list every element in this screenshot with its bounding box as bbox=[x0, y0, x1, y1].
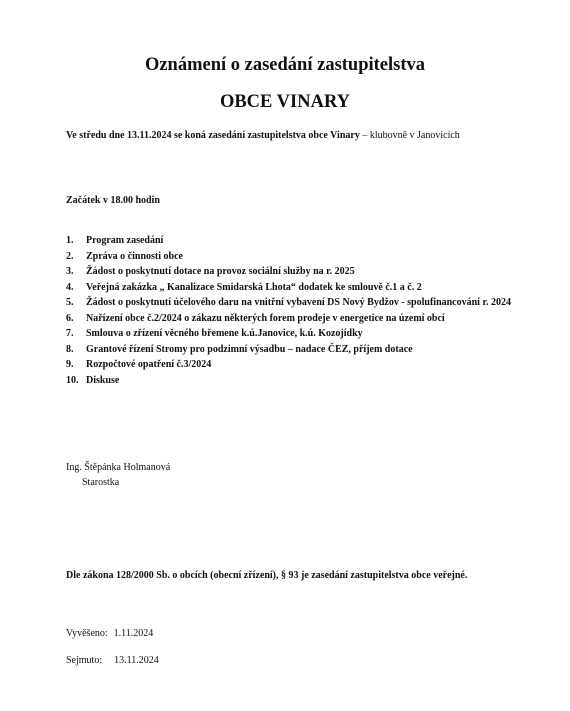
meeting-announcement bbox=[66, 128, 506, 143]
meeting-date-location: Ve středu dne 13.11.2024 se koná zasedání zastupitelstva obce Vinary bbox=[66, 130, 360, 141]
agenda-item-text: Diskuse bbox=[86, 374, 120, 386]
agenda-item-number: 4. bbox=[66, 281, 74, 293]
agenda-item bbox=[66, 264, 516, 280]
agenda-item-number: 2. bbox=[66, 250, 74, 262]
municipality-name: OBCE VINARY bbox=[219, 92, 351, 112]
removed-label: Sejmuto: bbox=[66, 655, 103, 666]
agenda-item-number: 10. bbox=[66, 374, 79, 386]
agenda-item bbox=[66, 280, 516, 296]
agenda-item-text: Veřejná zakázka „ Kanalizace Smidarská Lhota“ dodatek ke smlouvě č.1 a č. 2 bbox=[86, 281, 422, 293]
signatory-role: Starostka bbox=[82, 477, 120, 488]
agenda-item bbox=[66, 249, 516, 265]
agenda-item-text: Grantové řízení Stromy pro podzimní výsadbu – nadace ČEZ, příjem dotace bbox=[86, 343, 413, 355]
removed-date: 13.11.2024 bbox=[114, 655, 159, 666]
agenda-item-number: 6. bbox=[66, 312, 74, 324]
posted-label: Vyvěšeno: bbox=[66, 628, 108, 639]
agenda-item bbox=[66, 357, 516, 373]
meeting-venue: – klubovně v Janovicích bbox=[359, 130, 460, 141]
legal-note: Dle zákona 128/2000 Sb. o obcích (obecní zřízení), § 93 je zasedání zastupitelstva obce veřejné. bbox=[66, 570, 468, 581]
document-title: Oznámení o zasedání zastupitelstva bbox=[144, 55, 426, 75]
agenda-item-number: 5. bbox=[66, 297, 74, 308]
agenda-item-text: Zpráva o činnosti obce bbox=[86, 250, 183, 262]
agenda-item bbox=[66, 373, 516, 389]
agenda-list bbox=[66, 233, 516, 388]
agenda-item bbox=[66, 295, 516, 311]
posted-date: 1.11.2024 bbox=[113, 628, 154, 639]
agenda-item-text: Nařízení obce č.2/2024 o zákazu některých forem prodeje v energetice na území obcí bbox=[86, 312, 445, 324]
agenda-item-text: Rozpočtové opatření č.3/2024 bbox=[86, 359, 212, 370]
agenda-item-number: 3. bbox=[66, 266, 74, 277]
start-time: Začátek v 18.00 hodin bbox=[66, 195, 160, 206]
agenda-item-number: 1. bbox=[66, 235, 74, 246]
agenda-item bbox=[66, 326, 516, 342]
agenda-item bbox=[66, 342, 516, 358]
agenda-item-number: 7. bbox=[66, 328, 74, 339]
agenda-item-text: Program zasedání bbox=[86, 235, 164, 246]
agenda-item-text: Žádost o poskytnutí účelového daru na vnitřní vybavení DS Nový Bydžov - spolufinancování r. 2024 bbox=[86, 297, 511, 308]
posted-line bbox=[66, 628, 153, 639]
agenda-item-number: 9. bbox=[66, 359, 74, 370]
signatory-name: Ing. Štěpánka Holmanová bbox=[66, 462, 171, 473]
agenda-item bbox=[66, 311, 516, 327]
removed-line bbox=[66, 655, 159, 666]
agenda-item-text: Žádost o poskytnutí dotace na provoz sociální služby na r. 2025 bbox=[86, 266, 355, 277]
agenda-item-text: Smlouva o zřízení věcného břemene k.ú.Janovice, k.ú. Kozojídky bbox=[86, 328, 363, 339]
agenda-item-number: 8. bbox=[66, 343, 74, 355]
agenda-item bbox=[66, 233, 516, 249]
